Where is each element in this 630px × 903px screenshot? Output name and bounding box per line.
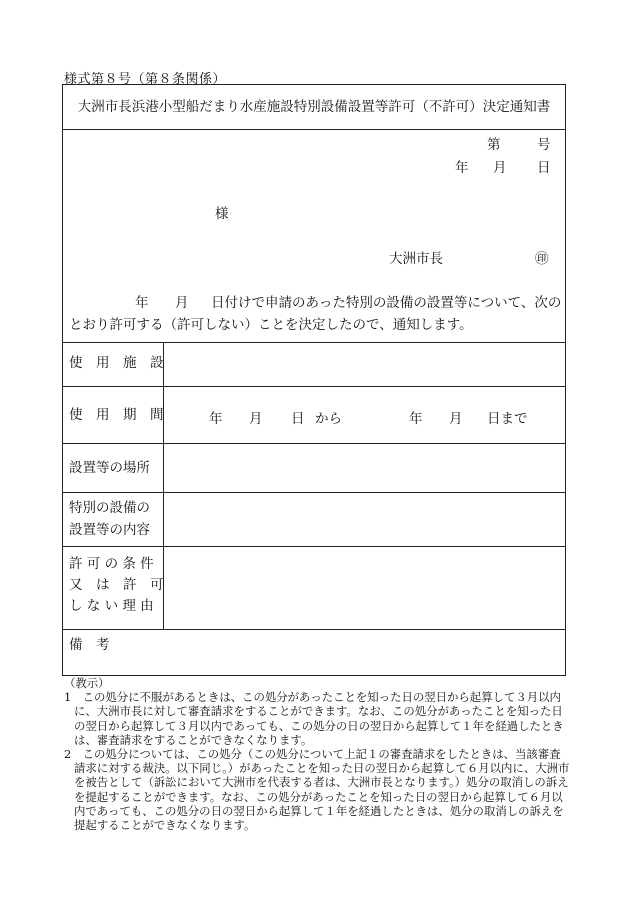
content-label-1: 特別の設備の <box>69 500 150 516</box>
issuer-name: 大洲市長 <box>389 251 443 267</box>
period-label: 使 用 期 間 <box>69 407 164 423</box>
period-from-day: 日 <box>291 411 305 427</box>
condition-label-2: 又 は 許 可 <box>69 577 164 593</box>
body-line1: 日付けで申請のあった特別の設備の設置等について、次の <box>211 295 562 311</box>
period-row <box>63 386 565 443</box>
notes-heading: （教示） <box>64 676 110 690</box>
document-title: 大洲市長浜港小型船だまり水産施設特別設備設置等許可（不許可）決定通知書 <box>63 85 565 130</box>
condition-label-3: し な い 理 由 <box>69 598 154 614</box>
label-column-divider <box>163 342 164 629</box>
addressee-honorific: 様 <box>215 206 229 222</box>
body-line2: とおり許可する（許可しない）ことを決定したので、通知します。 <box>69 317 473 333</box>
condition-label-1: 許 可 の 条 件 <box>69 556 154 572</box>
date-year: 年 <box>455 160 469 176</box>
condition-row <box>63 546 565 629</box>
facility-row <box>63 342 565 386</box>
number-go: 号 <box>537 137 551 153</box>
note-2: 2 この処分については、この処分（この処分について上記１の審査請求をしたときは、当該審査請求に対する裁決。以下同じ。）があったことを知った日の翌日から起算して６月以内に、大洲市を被告として（訴訟において大洲市を代表する者は、大洲市長となります。）処分の取消しの訴えを提起することができます。なお、この処分があったことを知った日の翌日から起算して６月以内であっても、この処分の日の翌日から起算して１年を経過したときは、処分の取消しの訴えを提起することができなくなります。 <box>64 747 570 833</box>
number-dai: 第 <box>487 137 501 153</box>
period-from-year: 年 <box>209 411 223 427</box>
content-row <box>63 492 565 546</box>
period-from-kara: から <box>315 411 342 427</box>
remarks-row <box>63 629 565 675</box>
facility-label: 使 用 施 設 <box>69 355 164 371</box>
body-month: 月 <box>175 295 189 311</box>
instruction-notes <box>64 676 570 832</box>
period-to-day: 日まで <box>487 411 528 427</box>
note-1: 1 この処分に不服があるときは、この処分があったことを知った日の翌日から起算して３月以内に、大洲市長に対して審査請求をすることができます。なお、この処分があったことを知った日の翌日から起算して３月以内であっても、この処分の日の翌日から起算して１年を経過したときは、審査請求をすることができなくなります。 <box>64 690 564 747</box>
period-to-month: 月 <box>449 411 463 427</box>
location-label: 設置等の場所 <box>69 460 150 476</box>
seal-mark: ㊞ <box>535 251 549 267</box>
location-row <box>63 443 565 492</box>
notice-form <box>62 84 566 676</box>
date-day: 日 <box>537 160 551 176</box>
period-from-month: 月 <box>249 411 263 427</box>
date-month: 月 <box>493 160 507 176</box>
remarks-label: 備 考 <box>69 637 110 653</box>
body-year: 年 <box>135 295 149 311</box>
content-label-2: 設置等の内容 <box>69 522 150 538</box>
form-number-label: 様式第８号（第８条関係） <box>64 72 227 87</box>
period-to-year: 年 <box>409 411 423 427</box>
